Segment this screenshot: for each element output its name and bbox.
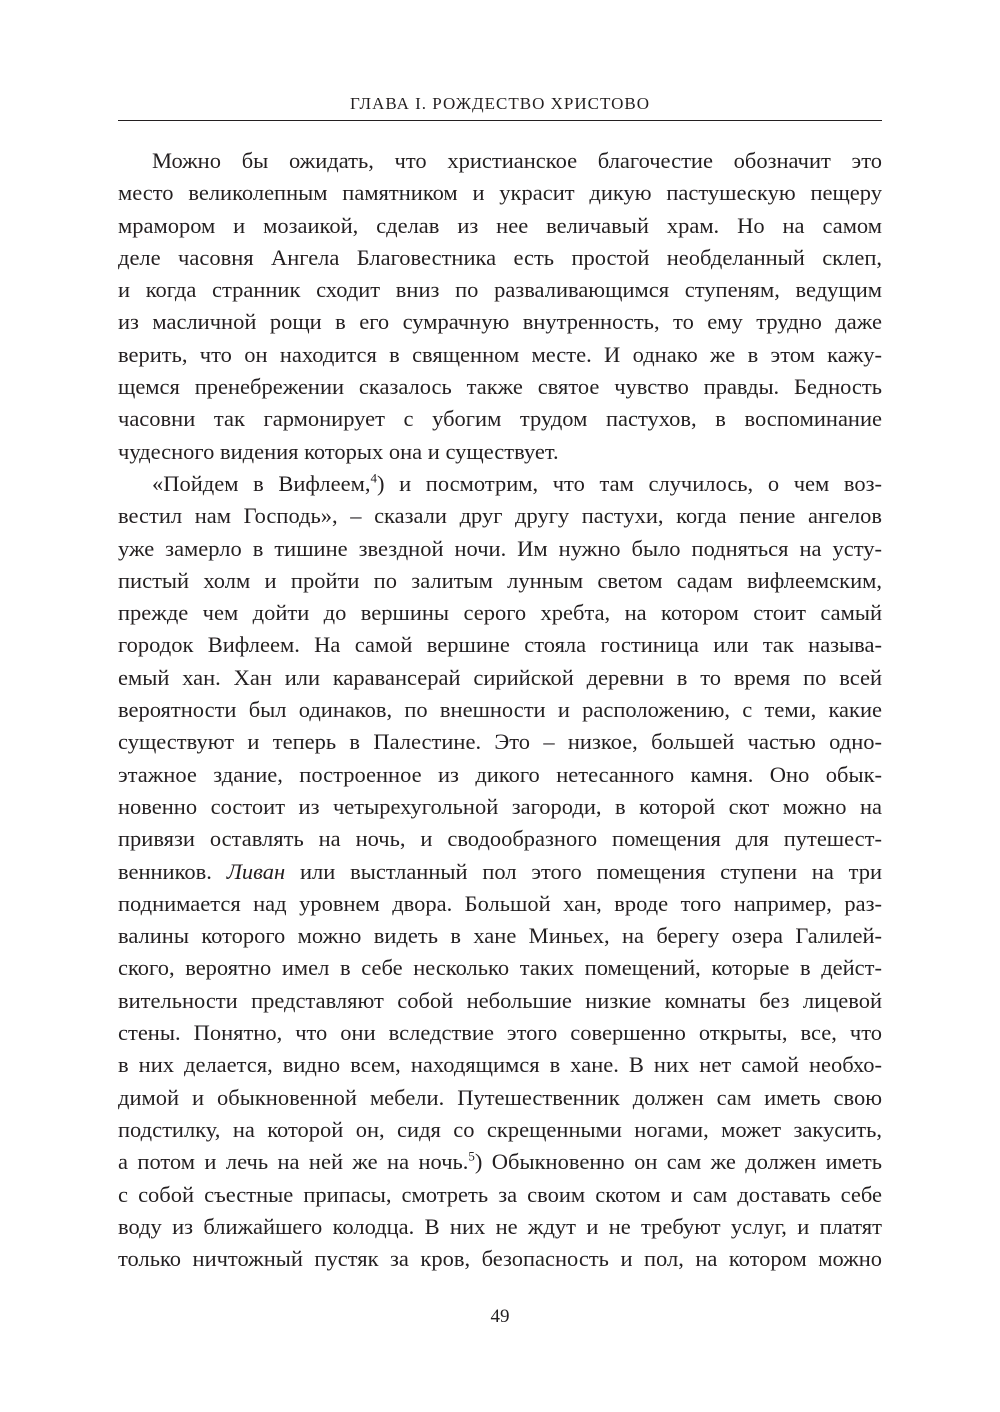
text-line: часовни так гармонирует с убогим трудом пастухов, в воспоминание — [118, 406, 882, 432]
text-line: место великолепным памятником и украсит дикую пастушескую пещеру — [118, 180, 882, 206]
text-line: новенно состоит из четырехугольной загороди, в которой скот можно на — [118, 793, 882, 819]
text-line: «Пойдем в Вифлеем,$^4$) и посмотрим, что там случилось, о чем воз- — [152, 470, 882, 496]
italic-term: Ливан — [226, 858, 286, 884]
text-line: привязи оставлять на ночь, и сводообразного помещения для путешест- — [118, 826, 882, 852]
text-line: а потом и лечь на ней же на ночь.$^5$) Обыкновенно он сам же должен иметь — [118, 1148, 882, 1175]
text-line: валины которого можно видеть в хане Миньех, на берегу озера Галилей- — [118, 923, 882, 949]
footnote-ref-4: 4 — [370, 470, 377, 486]
text-line: ского, вероятно имел в себе несколько таких помещений, которые в дейст- — [118, 955, 882, 981]
text-line: Можно бы ожидать, что христианское благочестие обозначит это — [152, 148, 882, 173]
text-line: прежде чем дойти до вершины серого хребта, на котором стоит самый — [118, 600, 882, 626]
text-line: венников. Ливан или выстланный пол этого помещения ступени на три — [118, 858, 882, 884]
text-line: существуют и теперь в Палестине. Это – низкое, большей частью одно- — [118, 729, 882, 755]
text-line: емый хан. Хан или каравансерай сирийской деревни в то время по всей — [118, 664, 882, 690]
running-head: ГЛАВА I. РОЖДЕСТВО ХРИСТОВО — [349, 94, 651, 113]
body-text — [118, 145, 882, 1275]
text-line: воду из ближайшего колодца. В них не ждут и не требуют услуг, и платят — [118, 1213, 882, 1239]
text-line: только ничтожный пустяк за кров, безопасность и пол, на котором можно — [118, 1246, 882, 1272]
text-line: димой и обыкновенной мебели. Путешественник должен сам иметь свою — [118, 1084, 882, 1110]
text-line: чудесного видения которых она и существует. — [118, 438, 559, 464]
text-line: верить, что он находится в священном месте. И однако же в этом кажу- — [118, 341, 882, 367]
paragraph-2 — [118, 468, 882, 1275]
text-line: мрамором и мозаикой, сделав из нее величавый храм. Но на самом — [118, 212, 882, 238]
footnote-ref-5: 5 — [468, 1148, 475, 1164]
text-line: подстилку, на которой он, сидя со скрещенными ногами, может закусить, — [118, 1116, 882, 1142]
text-line: вестил нам Господь», – сказали друг другу пастухи, когда пение ангелов — [118, 503, 882, 529]
text-line: с собой съестные припасы, смотреть за своим скотом и сам доставать себе — [118, 1181, 882, 1207]
text-line: пистый холм и пройти по залитым лунным светом садам вифлеемским, — [118, 567, 882, 593]
header-rule — [118, 120, 882, 121]
text-line: из масличной рощи в его сумрачную внутренность, то ему трудно даже — [118, 309, 882, 335]
text-line: вероятности был одинаков, по внешности и расположению, с теми, какие — [118, 697, 882, 723]
text-line: городок Вифлеем. На самой вершине стояла гостиница или так называ- — [118, 632, 882, 658]
text-line: уже замерло в тишине звездной ночи. Им нужно было подняться на усту- — [118, 535, 882, 561]
page-number: 49 — [490, 1306, 510, 1327]
paragraph-1 — [118, 145, 882, 468]
text-line: в них делается, видно всем, находящимся в хане. В них нет самой необхо- — [118, 1052, 882, 1078]
text-line: вительности представляют собой небольшие низкие комнаты без лицевой — [118, 987, 882, 1013]
text-line: поднимается над уровнем двора. Большой хан, вроде того например, раз- — [118, 890, 882, 916]
text-line: этажное здание, построенное из дикого нетесанного камня. Оно обык- — [118, 761, 882, 787]
text-line: стены. Понятно, что они вследствие этого совершенно открыты, все, что — [118, 1020, 882, 1046]
text-line: щемся пренебрежении сказалось также святое чувство правды. Бедность — [118, 374, 882, 400]
text-line: деле часовня Ангела Благовестника есть простой необделанный склеп, — [118, 244, 882, 270]
text-line: и когда странник сходит вниз по разваливающимся ступеням, ведущим — [118, 277, 882, 303]
